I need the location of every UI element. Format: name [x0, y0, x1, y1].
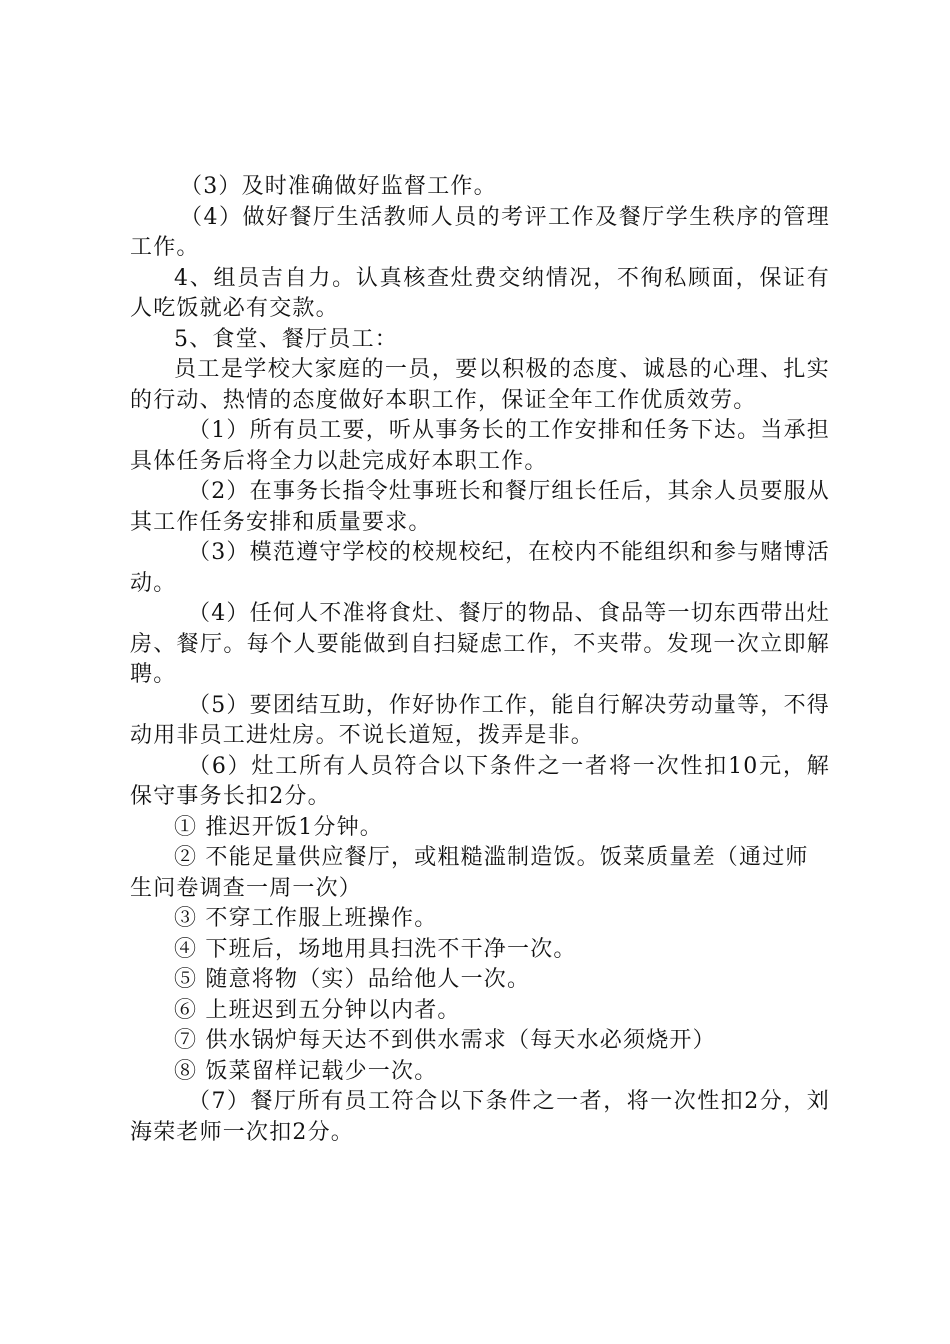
- paragraph-supervision: （3）及时准确做好监督工作。: [180, 174, 497, 199]
- paragraph-rule-6: （6）灶工所有人员符合以下条件之一者将一次性扣10元，解保守事务长扣2分。: [130, 753, 830, 809]
- list-item: ⑤ 随意将物（实）品给他人一次。: [174, 967, 531, 992]
- paragraph-rule-7: （7）餐厅所有员工符合以下条件之一者，将一次性扣2分，刘海荣老师一次扣2分。: [130, 1089, 830, 1145]
- paragraph-member-fee-check: 4、组员吉自力。认真核查灶费交纳情况，不徇私顾面，保证有人吃饭就必有交款。: [130, 265, 830, 321]
- paragraph-rule-4: （4）任何人不准将食灶、餐厅的物品、食品等一切东西带出灶房、餐厅。每个人要能做到自扫疑虑工作，不夹带。发现一次立即解聘。: [130, 601, 830, 687]
- list-item: ④ 下班后，场地用具扫洗不干净一次。: [174, 936, 577, 962]
- paragraph-rule-1: （1）所有员工要，听从事务长的工作安排和任务下达。当承担具体任务后将全力以赴完成好本职工作。: [130, 418, 830, 474]
- document-page: [130, 172, 830, 1148]
- list-item: ⑦ 供水锅炉每天达不到供水需求（每天水必须烧开）: [174, 1028, 716, 1053]
- paragraph-canteen-staff-heading: 5、食堂、餐厅员工：: [174, 326, 398, 352]
- paragraph-rule-2: （2）在事务长指令灶事班长和餐厅组长任后，其余人员要服从其工作任务安排和质量要求。: [130, 479, 830, 535]
- paragraph-staff-attitude: 员工是学校大家庭的一员，要以积极的态度、诚恳的心理、扎实的行动、热情的态度做好本职工作，保证全年工作优质效劳。: [130, 357, 830, 413]
- list-item: ② 不能足量供应餐厅，或粗糙滥制造饭。饭菜质量差（通过师生问卷调查一周一次）: [130, 845, 809, 901]
- paragraph-rule-5: （5）要团结互助，作好协作工作，能自行解决劳动量等，不得动用非员工进灶房。不说长道短，拨弄是非。: [130, 692, 830, 748]
- list-item: ③ 不穿工作服上班操作。: [174, 906, 438, 931]
- list-item: ① 推迟开饭1分钟。: [174, 814, 383, 840]
- list-item: ⑥ 上班迟到五分钟以内者。: [174, 997, 461, 1023]
- list-item: ⑧ 饭菜留样记载少一次。: [174, 1058, 438, 1084]
- paragraph-evaluation: （4）做好餐厅生活教师人员的考评工作及餐厅学生秩序的管理工作。: [130, 204, 830, 260]
- paragraph-rule-3: （3）模范遵守学校的校规校纪，在校内不能组织和参与赌博活动。: [130, 540, 830, 596]
